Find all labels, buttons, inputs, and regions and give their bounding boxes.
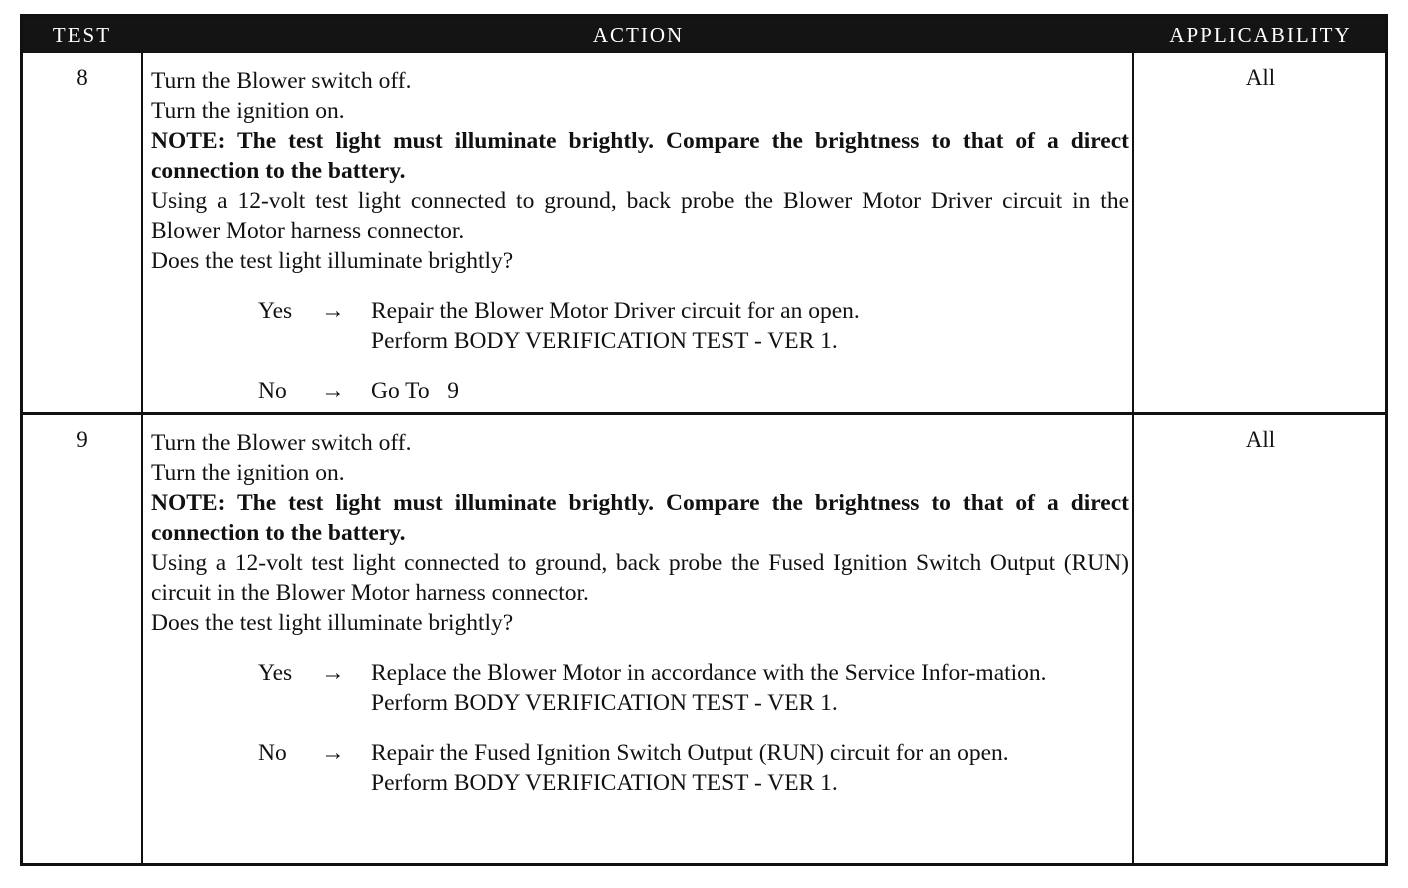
column-divider bbox=[1132, 53, 1134, 866]
diagnostic-table bbox=[20, 14, 1388, 866]
yes-label: Yes bbox=[258, 298, 293, 324]
table-header bbox=[23, 17, 1385, 53]
header-applicability: APPLICABILITY bbox=[1169, 23, 1352, 47]
arrow-icon: → bbox=[321, 660, 345, 686]
arrow-icon: → bbox=[321, 298, 345, 324]
row-divider bbox=[23, 412, 1385, 415]
note-text: NOTE: The test light must illuminate brightly. Compare the brightness to that of a direct connection to the battery. bbox=[151, 490, 1129, 546]
question-text: Does the test light illuminate brightly? bbox=[151, 610, 514, 636]
step-text: Turn the Blower switch off. bbox=[151, 430, 412, 456]
no-result bbox=[151, 738, 1129, 798]
arrow-icon: → bbox=[321, 740, 345, 766]
test-number: 9 bbox=[76, 427, 88, 452]
result-text: Perform BODY VERIFICATION TEST - VER 1. bbox=[371, 770, 838, 796]
instruction-text: Using a 12-volt test light connected to ground, back probe the Blower Motor Driver circuit in the Blower Motor harness connector. bbox=[151, 188, 1129, 244]
result-text: Go To 9 bbox=[371, 378, 460, 404]
yes-result bbox=[151, 296, 1129, 356]
result-text: Repair the Blower Motor Driver circuit for an open. bbox=[371, 298, 860, 324]
column-divider bbox=[141, 53, 143, 866]
no-label: No bbox=[258, 740, 287, 766]
step-text: Turn the ignition on. bbox=[151, 98, 345, 124]
test-number: 8 bbox=[76, 65, 88, 90]
result-text: Perform BODY VERIFICATION TEST - VER 1. bbox=[371, 328, 838, 354]
yes-result bbox=[151, 658, 1129, 718]
action-cell bbox=[151, 66, 1129, 406]
action-cell bbox=[151, 428, 1129, 798]
yes-label: Yes bbox=[258, 660, 293, 686]
step-text: Turn the Blower switch off. bbox=[151, 68, 412, 94]
note-text: NOTE: The test light must illuminate brightly. Compare the brightness to that of a direct connection to the battery. bbox=[151, 128, 1129, 184]
header-action: ACTION bbox=[592, 23, 685, 47]
result-text: Replace the Blower Motor in accordance with the Service Infor-mation. bbox=[371, 660, 1047, 686]
no-label: No bbox=[258, 378, 287, 404]
result-text: Perform BODY VERIFICATION TEST - VER 1. bbox=[371, 690, 838, 716]
applicability-value: All bbox=[1245, 427, 1276, 452]
arrow-icon: → bbox=[321, 378, 345, 404]
question-text: Does the test light illuminate brightly? bbox=[151, 248, 514, 274]
step-text: Turn the ignition on. bbox=[151, 460, 345, 486]
no-result bbox=[151, 376, 1129, 406]
header-test: TEST bbox=[52, 23, 112, 47]
applicability-value: All bbox=[1245, 65, 1276, 90]
result-text: Repair the Fused Ignition Switch Output (RUN) circuit for an open. bbox=[371, 740, 1009, 766]
instruction-text: Using a 12-volt test light connected to ground, back probe the Fused Ignition Switch Output (RUN) circuit in the Blower Motor harness connector. bbox=[151, 550, 1129, 606]
